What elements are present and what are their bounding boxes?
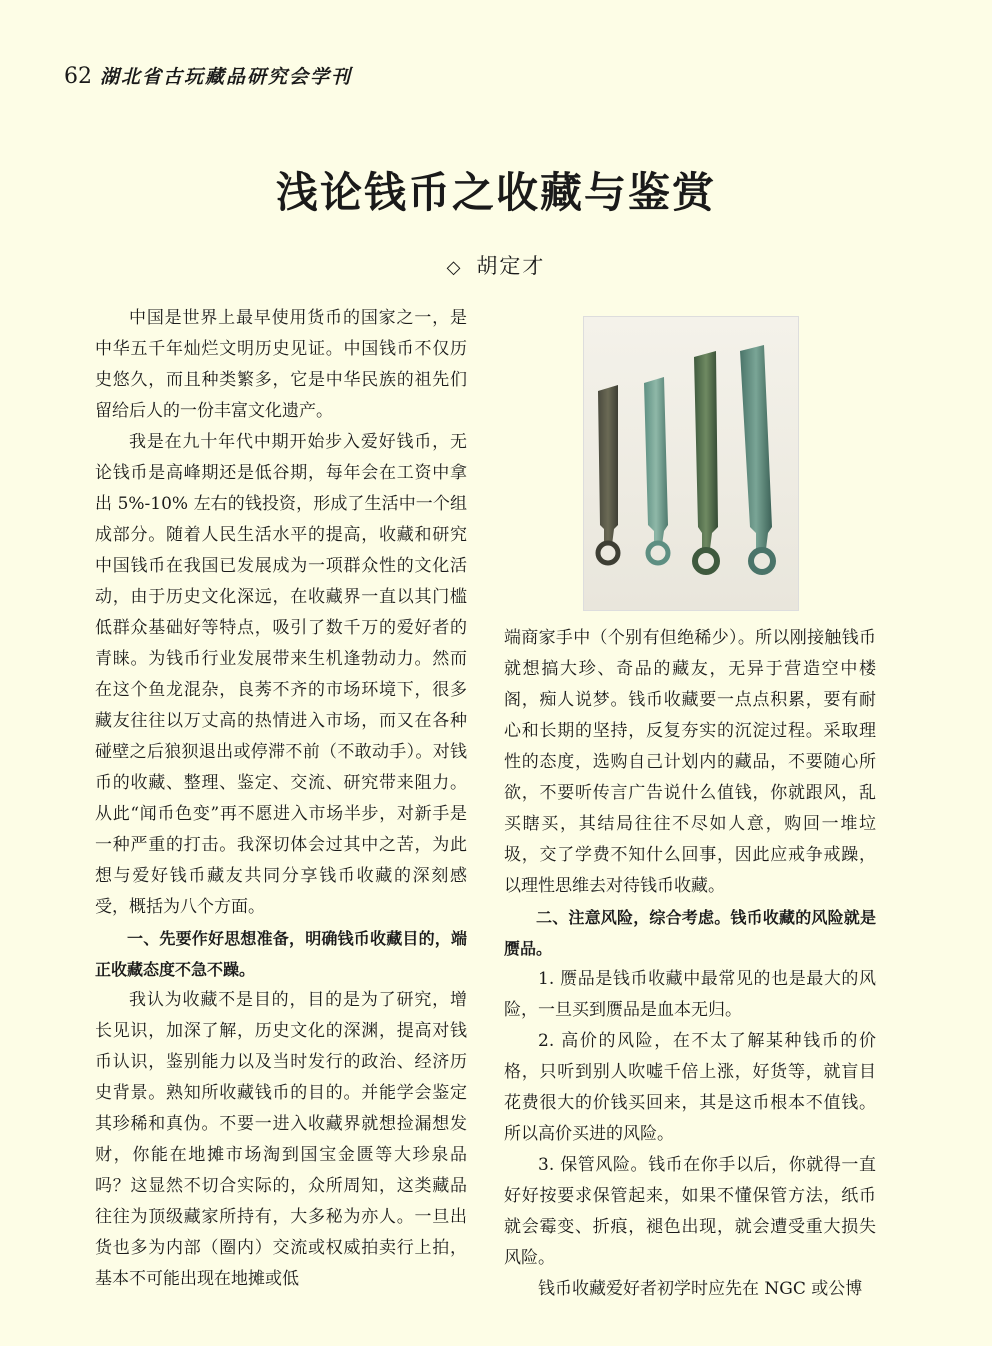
journal-name: 湖北省古玩藏品研究会学刊	[100, 66, 353, 88]
paragraph: 端商家手中（个别有但绝稀少）。所以刚接触钱币就想搞大珍、奇品的藏友，无异于营造空中楼阁，痴人说梦。钱币收藏要一点点积累，要有耐心和长期的坚持，反复夯实的沉淀过程。采取理性的态度，选购自己计划内的藏品，不要随心所欲，不要听传言广告说什么值钱，你就跟风，乱买瞎买，其结局往往不尽如人意，购回一堆垃圾，交了学费不知什么回事，因此应戒争戒躁，以理性思维去对待钱币收藏。	[504, 628, 876, 896]
paragraph: 1. 赝品是钱币收藏中最常见的也是最大的风险，一旦买到赝品是血本无归。	[504, 969, 876, 1020]
right-column	[504, 623, 876, 1305]
left-column	[95, 303, 467, 1295]
author-name: 胡定才	[476, 254, 546, 278]
author-line	[0, 250, 992, 280]
coin-photo	[583, 316, 799, 611]
page-number: 62	[64, 64, 92, 89]
paragraph: 钱币收藏爱好者初学时应先在 NGC 或公博	[538, 1279, 863, 1299]
article-title: 浅论钱币之收藏与鉴赏	[275, 168, 716, 217]
diamond-icon: ◇	[446, 257, 463, 278]
knife-coins-image	[584, 317, 798, 610]
paragraph: 2. 高价的风险，在不太了解某种钱币的价格，只听到别人吹嘘千倍上涨，好货等，就盲目花费很大的价钱买回来，其是这币根本不值钱。所以高价买进的风险。	[504, 1031, 876, 1144]
paragraph: 我是在九十年代中期开始步入爱好钱币，无论钱币是高峰期还是低谷期，每年会在工资中拿出 5%-10% 左右的钱投资，形成了生活中一个组成部分。随着人民生活水平的提高，收藏和研究中国钱币在我国已发展成为一项群众性的文化活动，由于历史文化深远，在收藏界一直以其门槛低群众基础好等特点，吸引了数千万的爱好者的青睐。为钱币行业发展带来生机逢勃动力。然而在这个鱼龙混杂，良莠不齐的市场环境下，很多藏友往往以万丈高的热情进入市场，而又在各种碰壁之后狼狈退出或停滞不前（不敢动手）。对钱币的收藏、整理、鉴定、交流、研究带来阻力。从此“闻币色变”再不愿进入市场半步，对新手是一种严重的打击。我深切体会过其中之苦，为此想与爱好钱币藏友共同分享钱币收藏的深刻感受，概括为八个方面。	[95, 432, 467, 917]
paragraph: 中国是世界上最早使用货币的国家之一，是中华五千年灿烂文明历史见证。中国钱币不仅历史悠久，而且种类繁多，它是中华民族的祖先们留给后人的一份丰富文化遗产。	[95, 308, 467, 421]
section-heading: 二、注意风险，综合考虑。钱币收藏的风险就是赝品。	[504, 908, 876, 958]
section-heading: 一、先要作好思想准备，明确钱币收藏目的，端正收藏态度不急不躁。	[95, 929, 467, 979]
paragraph: 我认为收藏不是目的，目的是为了研究，增长见识，加深了解，历史文化的深渊，提高对钱币认识，鉴别能力以及当时发行的政治、经济历史背景。熟知所收藏钱币的目的。并能学会鉴定其珍稀和真伪。不要一进入收藏界就想捡漏想发财，你能在地摊市场淘到国宝金匮等大珍泉品吗？这显然不切合实际的，众所周知，这类藏品往往为顶级藏家所持有，大多秘为亦人。一旦出货也多为内部（圈内）交流或权威拍卖行上拍，基本不可能出现在地摊或低	[95, 990, 467, 1289]
paragraph: 3. 保管风险。钱币在你手以后，你就得一直好好按要求保管起来，如果不懂保管方法，纸币就会霉变、折痕，褪色出现，就会遭受重大损失风险。	[504, 1155, 876, 1268]
running-header	[64, 62, 352, 89]
